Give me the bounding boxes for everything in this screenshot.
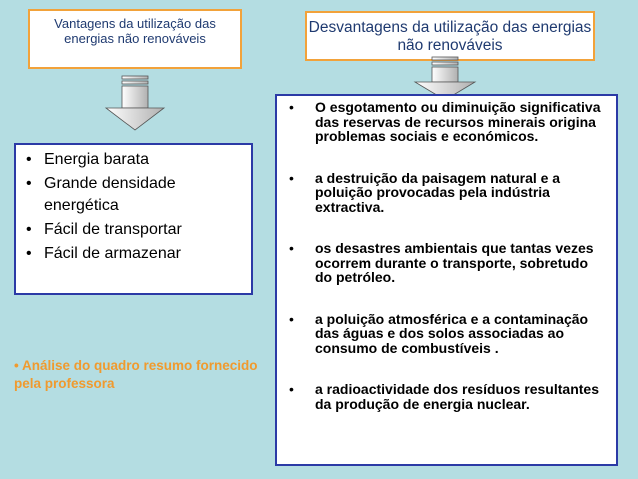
list-item: • a radioactividade dos resíduos resultantes da produção de energia nuclear. bbox=[289, 381, 599, 412]
bullet-icon: • bbox=[289, 381, 294, 397]
list-item: • os desastres ambientais que tantas vezes ocorrem durante o transporte, sobretudo do petróleo. bbox=[289, 240, 594, 285]
bullet-icon: • bbox=[26, 175, 32, 192]
disadvantages-list bbox=[277, 96, 616, 411]
bullet-icon: • bbox=[26, 151, 32, 168]
list-item: • a poluição atmosférica e a contaminação das águas e dos solos associadas ao consumo de combustíveis . bbox=[289, 310, 589, 356]
advantages-list-box bbox=[14, 143, 253, 295]
disadvantages-header-text: Desvantagens da utilização das energias não renováveis bbox=[308, 19, 592, 54]
advantages-list bbox=[16, 145, 251, 265]
list-item: • Fácil de armazenar bbox=[22, 243, 251, 265]
bullet-icon: • bbox=[26, 221, 32, 238]
list-item: • Energia barata bbox=[22, 149, 251, 171]
bullet-icon: • bbox=[289, 240, 294, 256]
advantages-header bbox=[28, 9, 242, 69]
list-item: • O esgotamento ou diminuição significativa das reservas de recursos minerais origina problemas sociais e económicos. bbox=[289, 99, 601, 144]
bullet-icon: • bbox=[289, 169, 294, 186]
bullet-icon: • bbox=[26, 245, 32, 262]
down-arrow-icon bbox=[104, 75, 166, 131]
list-item: • Fácil de transportar bbox=[22, 219, 251, 241]
list-item: • Grande densidade energética bbox=[26, 175, 176, 214]
bullet-icon: • bbox=[289, 310, 294, 327]
list-item: • a destruição da paisagem natural e a poluição provocadas pela indústria extractiva. bbox=[289, 169, 561, 215]
analysis-note: • Análise do quadro resumo fornecido pela professora bbox=[14, 358, 258, 391]
disadvantages-header bbox=[305, 11, 595, 61]
advantages-header-text: Vantagens da utilização das energias não renováveis bbox=[54, 16, 216, 46]
disadvantages-list-box bbox=[275, 94, 618, 466]
bullet-icon: • bbox=[289, 99, 294, 115]
